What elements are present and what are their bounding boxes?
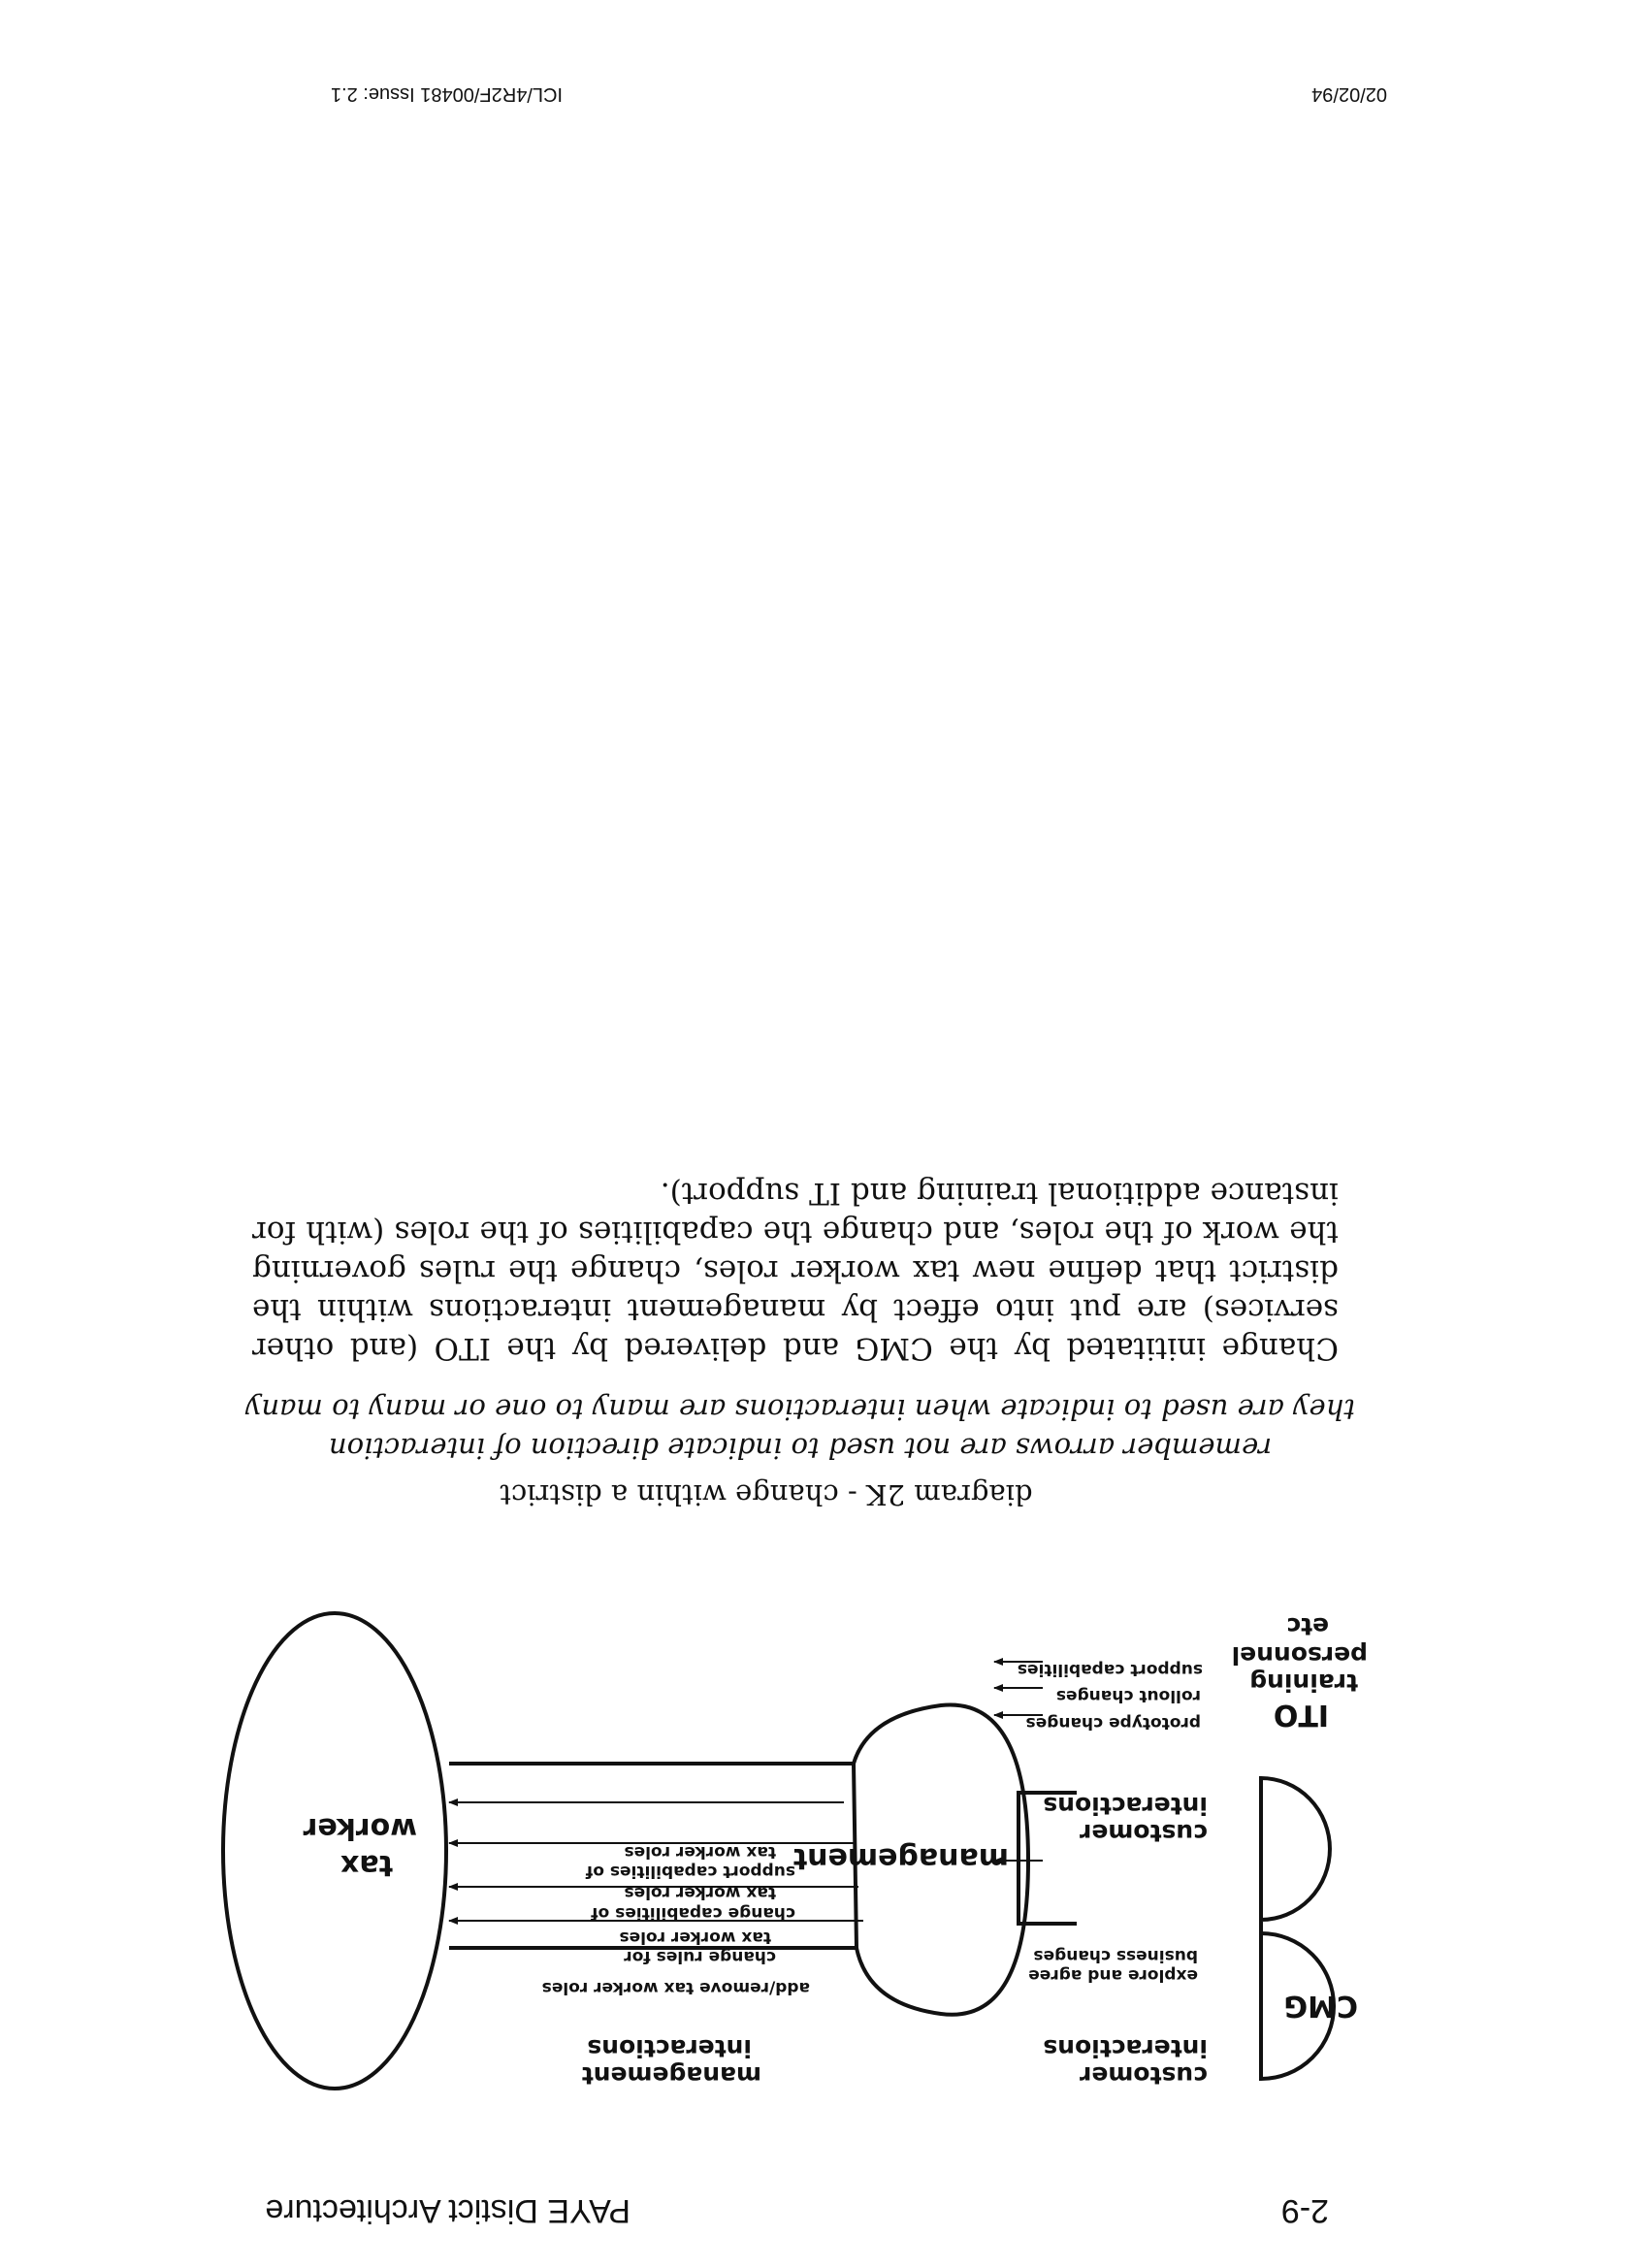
arrow-label-rollout: rollout changes: [1055, 1686, 1201, 1705]
node-tax: tax: [340, 1848, 393, 1882]
node-ito-training: training: [1249, 1669, 1358, 1697]
node-ito-etc: etc: [1286, 1612, 1329, 1640]
arrow-label-support-capabilities-2: tax worker roles: [624, 1842, 776, 1862]
cmg-ito-outline: [1261, 1778, 1334, 2079]
arrow-label-change-rules-2: tax worker roles: [619, 1928, 771, 1947]
arrow-label-change-rules: change rules for: [624, 1947, 776, 1966]
body-paragraph: Change inititated by the CMG and delivered by the ITO (and other services) are put into effect by management interactions within the district that define new tax worker roles, change the rules governing the work of the roles, and change the capabilities of the roles (with for instance additional training and IT support).: [252, 1176, 1339, 1366]
node-worker: worker: [303, 1811, 417, 1845]
node-management: management: [792, 1841, 1009, 1875]
document-title: PAYE Distict Architecture: [265, 2192, 630, 2229]
arrow-label-change-capabilities: change capabilities of: [591, 1903, 795, 1923]
diagram-note-2: they are used to indicate when interactions are many to one or many to many: [245, 1393, 1355, 1426]
document-date: 02/02/94: [1311, 83, 1387, 105]
node-ito: ITO: [1273, 1698, 1329, 1732]
management-interactions-2: interactions: [587, 2034, 752, 2062]
diagram-note-1: remember arrows are not used to indicate direction of interaction: [328, 1432, 1273, 1465]
management-interactions-1: management: [581, 2061, 761, 2090]
document-reference: ICL/4R2F/00481 Issue: 2.1: [330, 83, 563, 105]
arrow-label-add-remove: add/remove tax worker roles: [541, 1978, 810, 1997]
arrow-label-support-capabilities: support capabilities of: [585, 1862, 795, 1881]
arrow-label-explore: explore and agree: [1028, 1965, 1198, 1985]
customer-interactions-top-2: interactions: [1043, 2034, 1208, 2062]
tax-worker-outline: [223, 1613, 446, 2089]
node-cmg: CMG: [1283, 1989, 1358, 2023]
page-number: 2-9: [1280, 2192, 1329, 2229]
customer-interactions-mid-2: interactions: [1043, 1792, 1208, 1820]
arrow-label-change-capabilities-2: tax worker roles: [624, 1883, 776, 1902]
node-ito-personnel: personnel: [1231, 1641, 1368, 1669]
arrow-label-prototype: prototype changes: [1025, 1713, 1201, 1733]
customer-interactions-top-1: customer: [1080, 2061, 1208, 2090]
arrow-label-explore-2: business changes: [1033, 1946, 1198, 1965]
arrow-label-support: support capabilities: [1017, 1660, 1203, 1679]
diagram-caption: diagram 2K - change within a district: [500, 1478, 1033, 1511]
customer-interactions-mid-1: customer: [1080, 1819, 1208, 1847]
